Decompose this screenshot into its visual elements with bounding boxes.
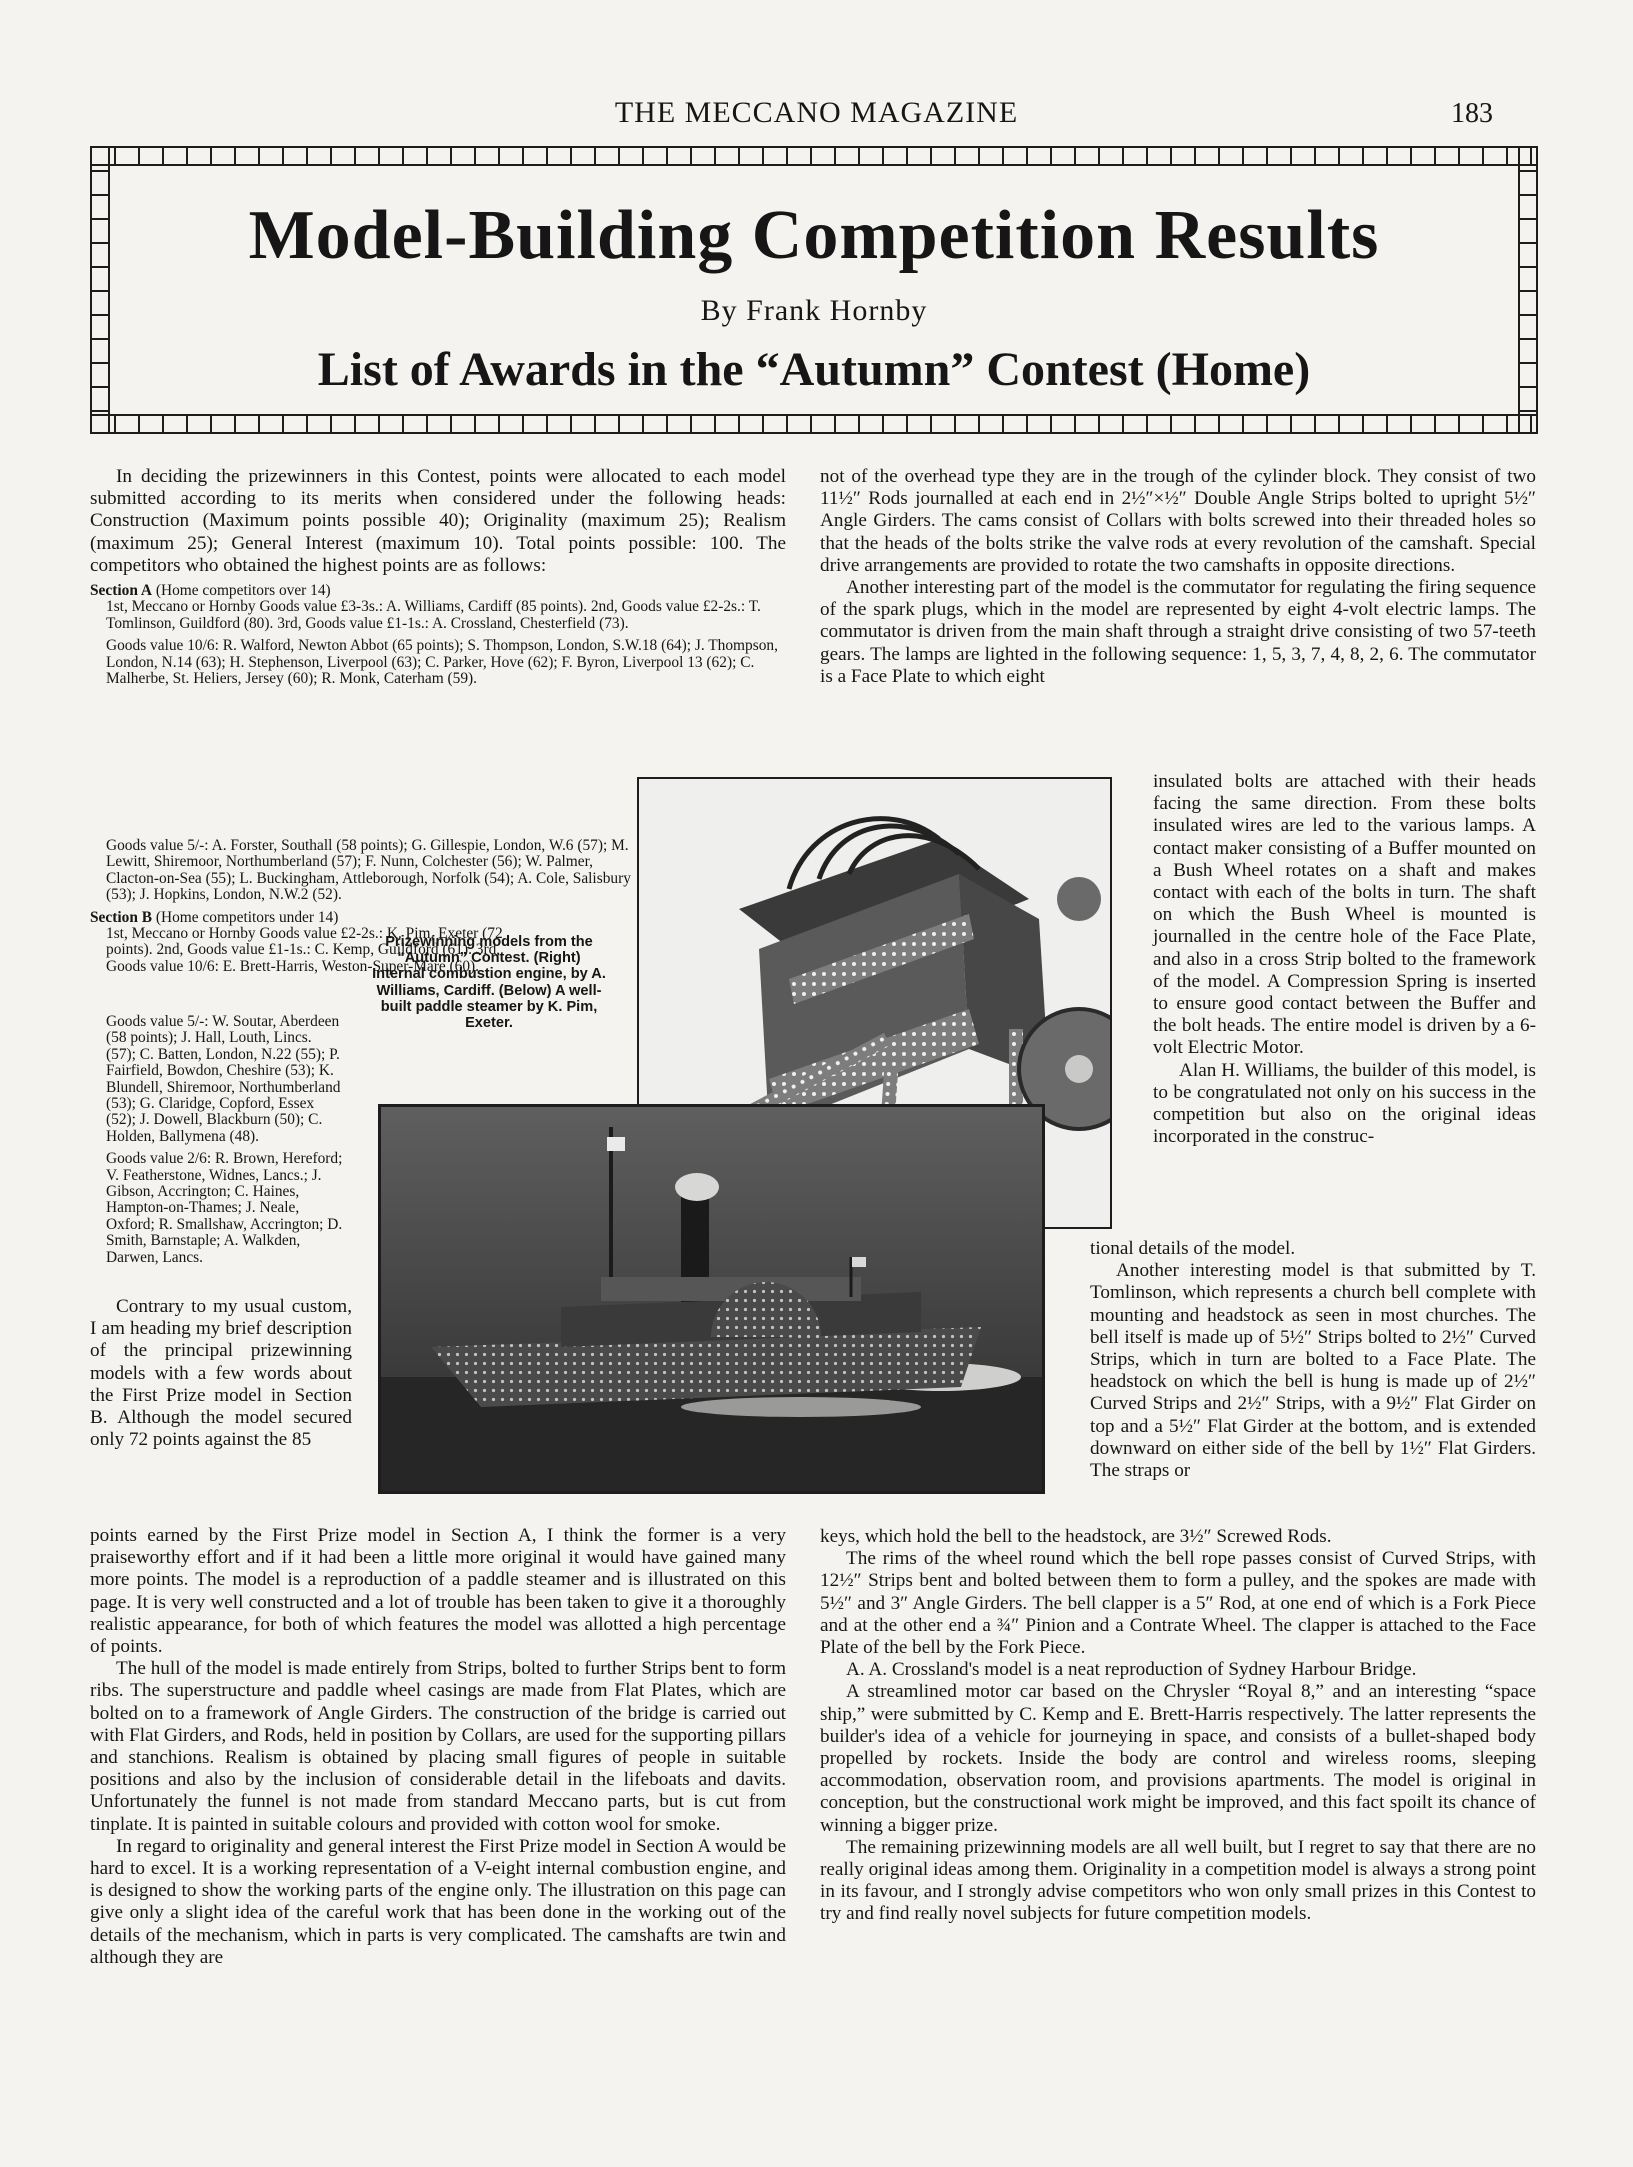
section-a-10-6: Goods value 10/6: R. Walford, Newton Abbot (65 points); S. Thompson, London, S.W.18 (64); J. Thompson, London, N.14 (63); H. Stephenson, Liverpool (63); C. Parker, Hove (62); F. Byron, Liverpool 13 (62); C. Malherbe, St. Heliers, Jersey (60); R. Monk, Caterham (59).	[106, 637, 778, 688]
article-title: Model-Building Competition Results	[248, 197, 1380, 274]
originality-paragraph: In regard to originality and general interest the First Prize model in Section A would be hard to excel. It is a working representation of a V-eight internal combustion engine, and is designed to show the working parts of the engine only. The illustration on this page can give only a slight idea of the careful work that has been done in the working out of the details of the mechanism, which in parts is very complicated. The camshafts are twin and although they are	[90, 1835, 786, 1968]
section-a-note: (Home competitors over 14)	[152, 582, 331, 600]
right-column-beside-engine	[1153, 771, 1536, 1148]
awards-section-b-lists	[90, 1014, 345, 1272]
alan-paragraph: Alan H. Williams, the builder of this model, is to be congratulated not only on his success in the competition but also on the original ideas incorporated in the construc-	[1153, 1059, 1536, 1148]
section-b-heading: Section B	[90, 908, 152, 926]
left-column-body	[90, 1525, 786, 1969]
right-column-beside-steamer	[1090, 1238, 1536, 1482]
tomlinson-paragraph: Another interesting model is that submitted by T. Tomlinson, which represents a church bell complete with mounting and headstock as seen in most churches. The bell itself is made up of 5½″ Strips bolted to 2½″ Curved Strips, which in turn are bolted to a Face Plate. The headstock on which the bell is hung is made up of 2½″ Curved Strips and 2½″ Strips, with a 9½″ Flat Girder on top and a 5½″ Flat Girder at the bottom, and is extended downward on either side of the bell by 1½″ Flat Girders. The straps or	[1090, 1260, 1536, 1482]
photo-caption: Prizewinning models from the “Autumn” Contest. (Right) Internal combustion engine, by A. Williams, Cardiff. (Below) A well-built paddle steamer by K. Pim, Exeter.	[372, 934, 606, 1032]
remaining-paragraph: The remaining prizewinning models are all well built, but I regret to say that there are no really original ideas among them. Originality in a competition model is always a strong point in its favour, and I strongly advise competitors who won only small prizes in this Contest to try and find really novel subjects for future competition models.	[820, 1836, 1536, 1925]
right-column-bottom	[820, 1526, 1536, 1926]
motorcar-paragraph: A streamlined motor car based on the Chrysler “Royal 8,” and an interesting “space ship,” were submitted by C. Kemp and E. Brett-Harris respectively. The latter represents the builder's idea of a vehicle for journeying in space, and consists of a bullet-shaped body propelled by rockets. Inside the body are control and wireless rooms, sleeping accommodation, observation room, and provisions apartments. The model is original in conception, but the constructional work might be improved, and this fact spoilt its chance of winning a bigger prize.	[820, 1681, 1536, 1836]
paddle-steamer-illustration	[381, 1107, 1042, 1491]
section-a-first: 1st, Meccano or Hornby Goods value £3-3s.: A. Williams, Cardiff (85 points). 2nd, Goods value £2-2s.: T. Tomlinson, Guildford (80). 3rd, Goods value £1-1s.: A. Crossland, Chesterfield (73).	[106, 598, 761, 632]
crossland-paragraph: A. A. Crossland's model is a neat reproduction of Sydney Harbour Bridge.	[846, 1659, 1417, 1681]
title-box	[90, 146, 1538, 434]
intro-paragraph: In deciding the prizewinners in this Contest, points were allocated to each model submitted according to its merits when considered under the following heads: Construction (Maximum points possible 40); Originality (maximum 25); Realism (maximum 25); General Interest (maximum 10). Total points possible: 100. The competitors who obtained the highest points are as follows:	[90, 466, 786, 576]
page-header	[0, 96, 1633, 140]
section-b-first: 1st, Meccano or Hornby Goods value £2-2s.: K. Pim, Exeter (72 points). 2nd, Goods value £1-1s.: C. Kemp, Guildford (61). 3rd, Goods value 10/6: E. Brett-Harris, Weston-Super-Mare (60).	[106, 925, 503, 975]
contrary-paragraph-narrow	[90, 1296, 352, 1451]
section-a-heading-line	[90, 583, 786, 599]
title-border-top	[90, 146, 1538, 166]
page-number: 183	[1451, 98, 1493, 129]
hull-paragraph: The hull of the model is made entirely from Strips, bolted to further Strips bent to form ribs. The superstructure and paddle wheel casings are made from Flat Plates, which are bolted on to a framework of Angle Girders. The construction of the bridge is carried out with Flat Girders, and Rods, held in position by Collars, are used for the supporting pillars and stanchions. Realism is obtained by placing small figures of people in suitable positions and also by the inclusion of considerable detail in the lifeboats and davits. Unfortunately the funnel is not made from standard Meccano parts, but is cut from tinplate. It is painted in suitable colours and provided with cotton wool for smoke.	[90, 1658, 786, 1835]
paddle-steamer-photo	[378, 1104, 1045, 1494]
magazine-title: THE MECCANO MAGAZINE	[614, 96, 1019, 129]
contrary-paragraph-continued: points earned by the First Prize model in Section A, I think the former is a very praiseworthy effort and if it had been a little more original it would have gained many more points. The model is a reproduction of a paddle steamer and is illustrated on this page. It is very well constructed and a lot of trouble has been taken to give it a thoroughly realistic appearance, for both of which features the model was allotted a high percentage of points.	[90, 1525, 786, 1658]
insulated-paragraph: insulated bolts are attached with their heads facing the same direction. From these bolts insulated wires are led to the various lamps. A contact maker consisting of a Buffer mounted on a Bush Wheel rotates on a shaft and makes contact with each of the bolts in turn. The shaft on which the Bush Wheel is mounted is journalled in the centre hole of the Face Plate, and also in a cross Strip bolted to the framework of the model. A Compression Spring is inserted to ensure good contact between the Buffer and the bolt heads. The entire model is driven by a 6-volt Electric Motor.	[1153, 771, 1536, 1059]
alan-paragraph-continued: tional details of the model.	[1090, 1238, 1296, 1259]
section-b-5: Goods value 5/-: W. Soutar, Aberdeen (58 points); J. Hall, Louth, Lincs. (57); C. Batten, London, N.22 (55); P. Fairfield, Bowdon, Cheshire (53); K. Blundell, Shiremoor, Northumberland (53); G. Claridge, Copford, Essex (52); J. Dowell, Blackburn (50); C. Holden, Ballymena (48).	[106, 1013, 341, 1145]
overhead-paragraph: not of the overhead type they are in the trough of the cylinder block. They consist of two 11½″ Rods journalled at each end in 2½″×½″ Double Angle Strips bolted to upright 5½″ Angle Girders. The cams consist of Collars with bolts screwed into their threaded holes so that the heads of the bolts strike the valve rods at every revolution of the camshaft. Special drive arrangements are provided to rotate the two camshafts in opposite directions.	[820, 466, 1536, 576]
section-a-heading: Section A	[90, 582, 152, 600]
article-subtitle: List of Awards in the “Autumn” Contest (Home)	[317, 343, 1311, 396]
section-b-heading-line	[90, 910, 642, 926]
rims-paragraph: The rims of the wheel round which the bell rope passes consist of Curved Strips, with 12½″ Strips bent and bolted between them to form a pulley, and the spokes are made with 5½″ and 3″ Angle Girders. The bell clapper is a 5″ Rod, at one end of which is a Fork Piece and at the other end a ¾″ Pinion and a Contrate Wheel. The clapper is attached to the Face Plate of the bell by the Fork Piece.	[820, 1548, 1536, 1659]
right-column-top	[820, 466, 1536, 688]
keys-paragraph: keys, which hold the bell to the headstock, are 3½″ Screwed Rods.	[820, 1526, 1332, 1547]
intro-paragraph-block	[90, 466, 786, 693]
commutator-paragraph: Another interesting part of the model is the commutator for regulating the firing sequence of the spark plugs, which in the model are represented by eight 4-volt electric lamps. The commutator is driven from the main shaft through a straight drive consisting of two 57-teeth gears. The lamps are lighted in the following sequence: 1, 5, 3, 7, 4, 8, 2, 6. The commutator is a Face Plate to which eight	[820, 577, 1536, 687]
awards-section-a	[90, 583, 786, 687]
byline: By Frank Hornby	[700, 294, 928, 327]
title-border-bottom	[90, 414, 1538, 434]
section-b-2-6: Goods value 2/6: R. Brown, Hereford; V. Featherstone, Widnes, Lancs.; J. Gibson, Accrington; C. Haines, Hampton-on-Thames; J. Neale, Oxford; R. Smallshaw, Accrington; D. Smith, Barnstaple; A. Walkden, Darwen, Lancs.	[106, 1150, 343, 1266]
section-a-5: Goods value 5/-: A. Forster, Southall (58 points); G. Gillespie, London, W.6 (57); M. Lewitt, Shiremoor, Northumberland (57); F. Nunn, Colchester (56); W. Palmer, Clacton-on-Sea (55); L. Buckingham, Attleborough, Norfolk (54); A. Cole, Salisbury (53); J. Hopkins, London, N.W.2 (52).	[106, 837, 631, 904]
section-b-note: (Home competitors under 14)	[152, 908, 339, 926]
contrary-paragraph: Contrary to my usual custom, I am heading my brief description of the principal prizewinning models with a few words about the First Prize model in Section B. Although the model secured only 72 points against the 85	[90, 1296, 352, 1451]
